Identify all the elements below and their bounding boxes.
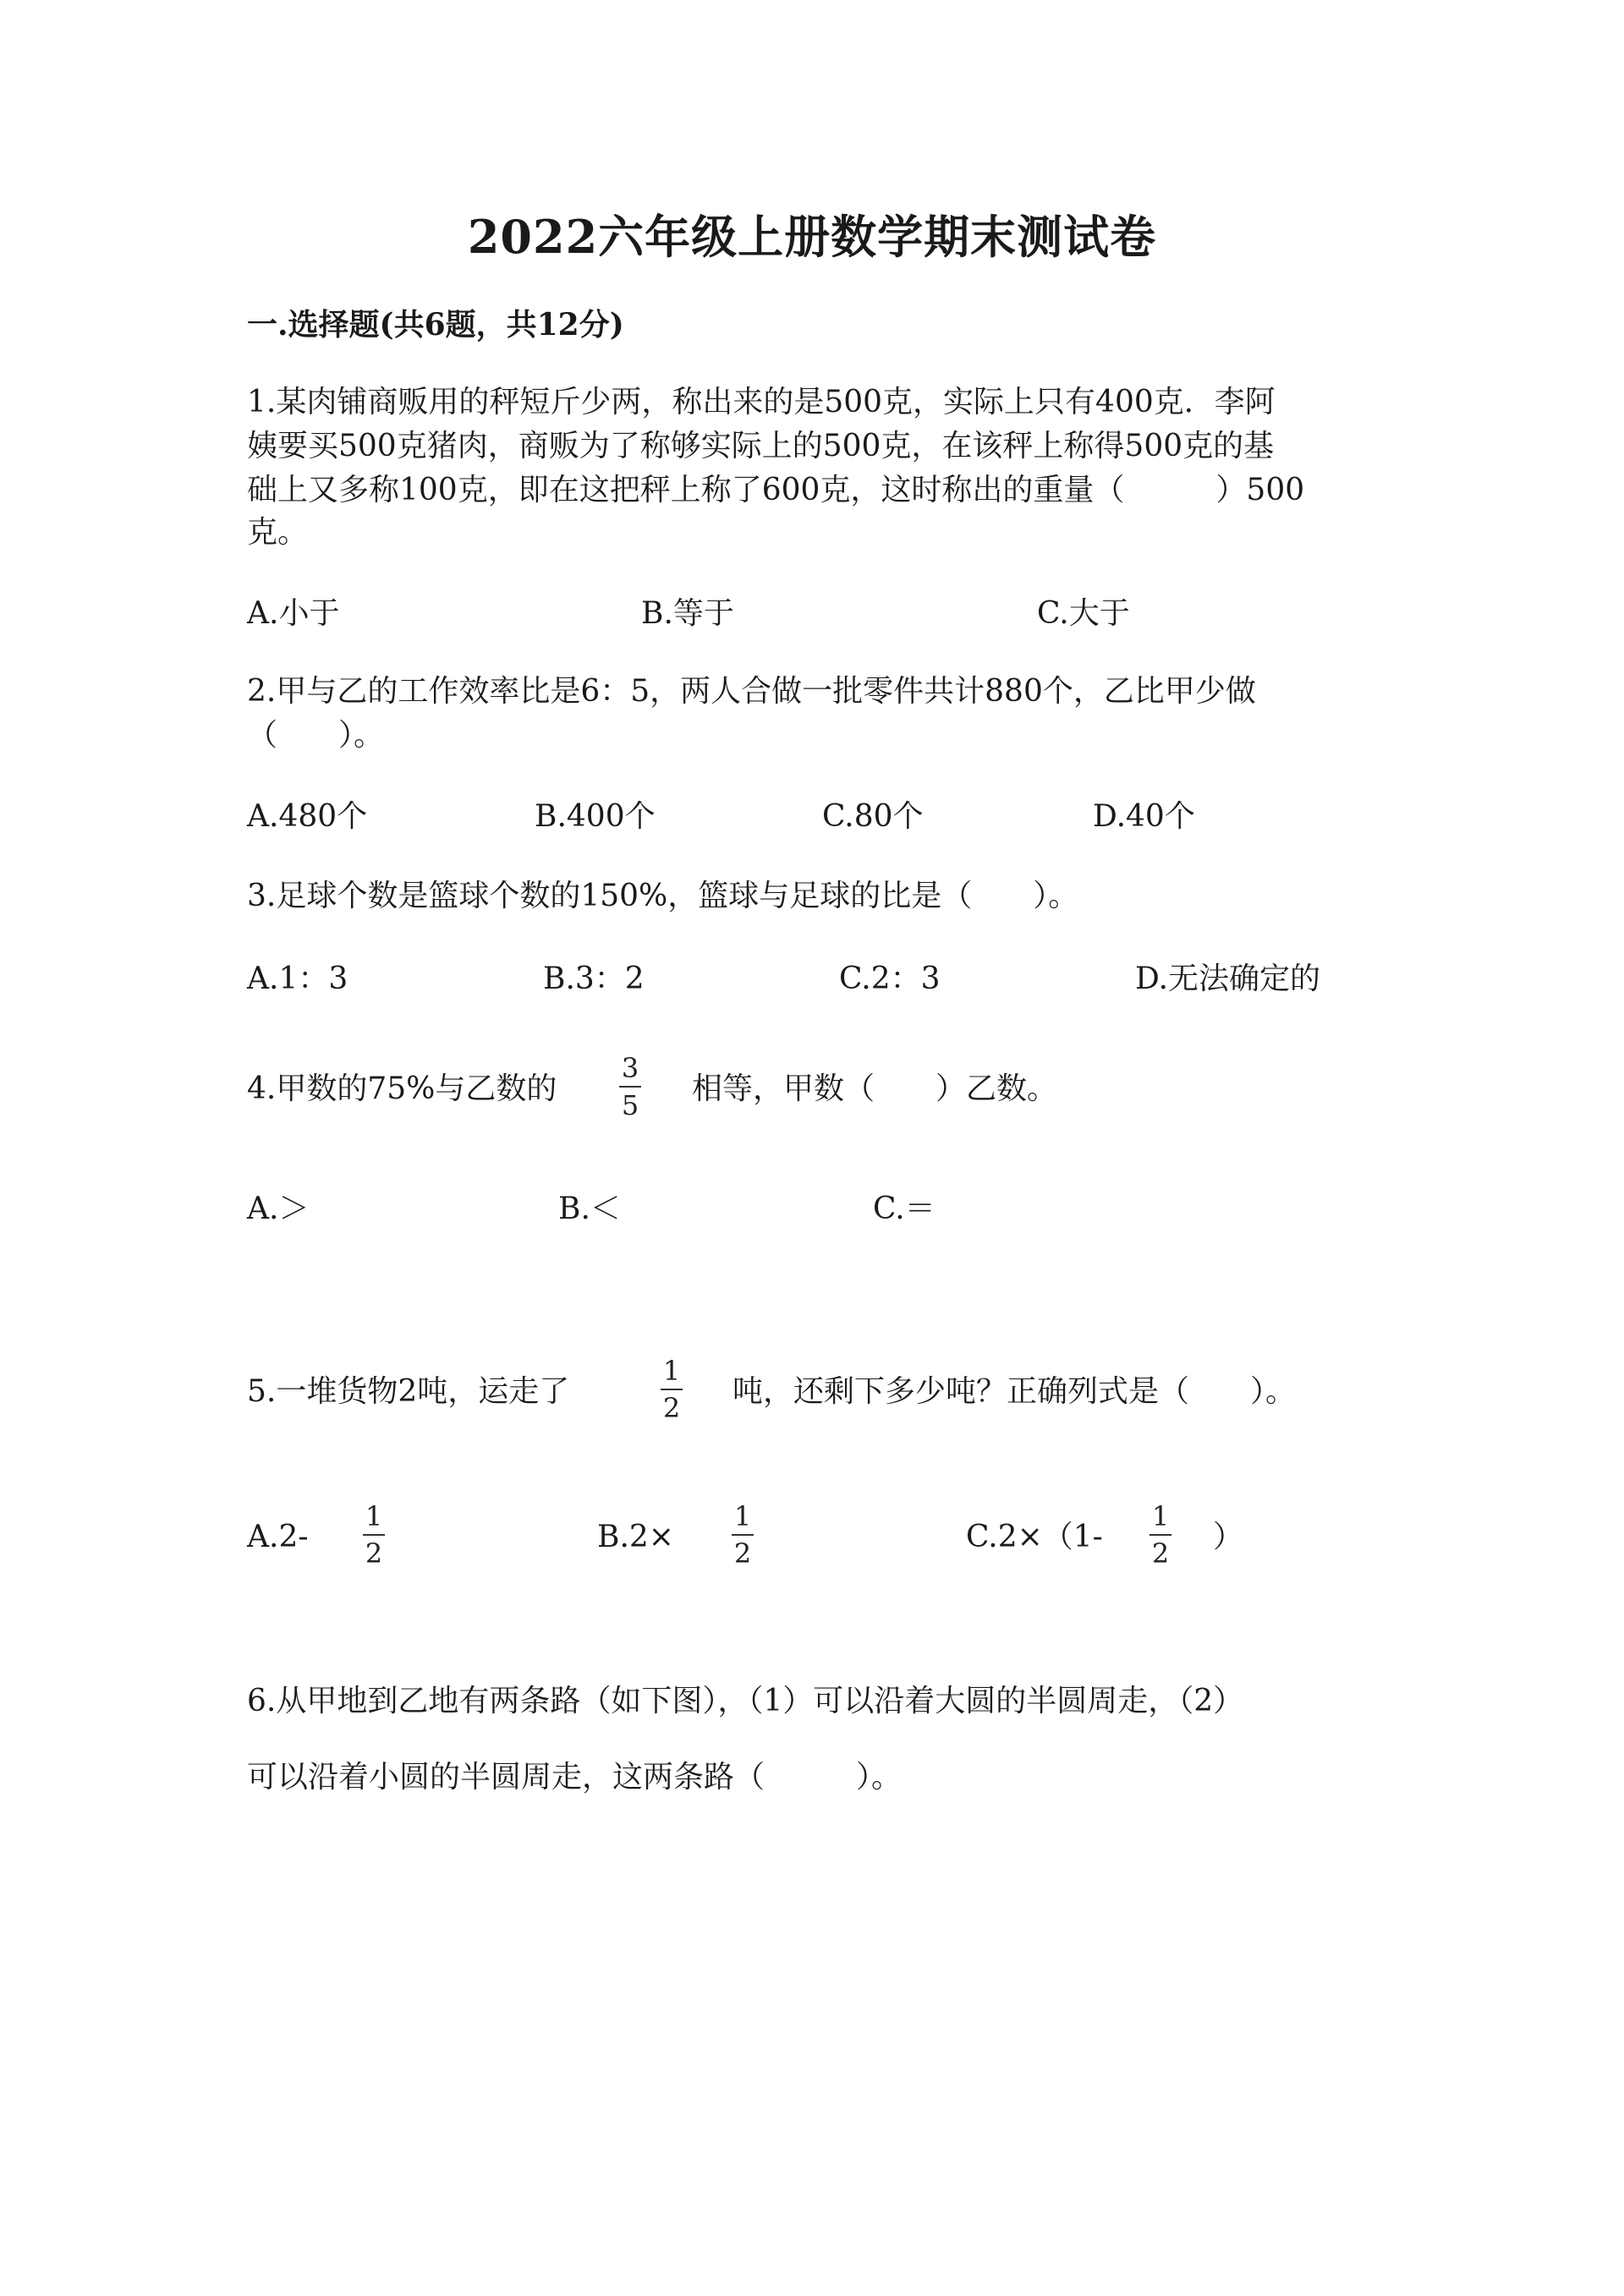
question-4-option-c[interactable]: C.＝	[873, 1192, 935, 1226]
option-b-fraction	[726, 1502, 760, 1568]
question-6-line-1: 6.从甲地到乙地有两条路（如下图），（1）可以沿着大圆的半圆周走，（2）	[247, 1684, 1244, 1718]
question-2-option-b[interactable]: B.400个	[535, 799, 656, 834]
option-b-prefix: B.2×	[597, 1520, 674, 1554]
question-2-option-c[interactable]: C.80个	[822, 799, 924, 834]
page-title: 2022六年级上册数学期末测试卷	[467, 210, 1157, 264]
question-1-line-3: 础上又多称100克，即在这把秤上称了600克，这时称出的重量（ ）500	[247, 473, 1305, 507]
fraction-denominator: 2	[1151, 1537, 1170, 1570]
question-2-line-1: 2.甲与乙的工作效率比是6：5，两人合做一批零件共计880个，乙比甲少做	[247, 674, 1256, 709]
question-1-line-4: 克。	[247, 515, 309, 550]
question-2-option-d[interactable]: D.40个	[1093, 799, 1195, 834]
fraction-numerator: 1	[662, 1355, 681, 1387]
fraction-denominator: 2	[733, 1537, 752, 1570]
question-1-option-b[interactable]: B.等于	[641, 596, 734, 631]
fraction-bar	[619, 1086, 641, 1088]
fraction-denominator: 5	[621, 1089, 639, 1121]
option-a-prefix: A.2-	[247, 1520, 309, 1554]
fraction-numerator: 1	[365, 1500, 383, 1532]
option-c-prefix: C.2×（1-	[966, 1520, 1103, 1554]
question-1-line-2: 姨要买500克猪肉，商贩为了称够实际上的500克，在该秤上称得500克的基	[247, 429, 1275, 463]
option-c-fraction	[1144, 1502, 1177, 1568]
option-c-suffix: ）	[1213, 1520, 1244, 1554]
question-4-text-after: 相等，甲数（ ）乙数。	[692, 1071, 1058, 1106]
question-3-option-d[interactable]: D.无法确定的	[1135, 962, 1321, 996]
question-3-option-c[interactable]: C.2：3	[839, 962, 941, 996]
option-a-fraction	[357, 1502, 391, 1568]
fraction-bar	[1149, 1534, 1171, 1536]
fraction-bar	[363, 1534, 385, 1536]
fraction-bar	[661, 1389, 683, 1390]
question-2-line-2: （ ）。	[247, 718, 385, 753]
fraction-denominator: 2	[662, 1392, 681, 1424]
question-4-option-a[interactable]: A.＞	[247, 1192, 310, 1226]
question-4-option-b[interactable]: B.＜	[558, 1192, 621, 1226]
question-5-text-before: 5.一堆货物2吨，运走了	[247, 1374, 570, 1409]
question-1-option-c[interactable]: C.大于	[1037, 596, 1130, 631]
question-6-line-2: 可以沿着小圆的半圆周走，这两条路（ ）。	[247, 1760, 903, 1795]
question-2-option-a[interactable]: A.480个	[247, 799, 368, 834]
question-1-line-1: 1.某肉铺商贩用的秤短斤少两，称出来的是500克，实际上只有400克．李阿	[247, 385, 1276, 419]
question-1-option-a[interactable]: A.小于	[247, 596, 340, 631]
question-4-fraction	[613, 1054, 647, 1120]
fraction-denominator: 2	[365, 1537, 383, 1570]
fraction-bar	[732, 1534, 754, 1536]
section-heading: 一.选择题(共6题，共12分)	[247, 307, 624, 342]
fraction-numerator: 1	[1151, 1500, 1170, 1532]
question-3-option-a[interactable]: A.1：3	[247, 962, 348, 996]
question-3-option-b[interactable]: B.3：2	[543, 962, 645, 996]
question-3-text: 3.足球个数是篮球个数的150%，篮球与足球的比是（ ）。	[247, 879, 1079, 913]
question-4-text-before: 4.甲数的75%与乙数的	[247, 1071, 557, 1106]
question-5-fraction	[655, 1356, 689, 1422]
fraction-numerator: 3	[621, 1052, 639, 1084]
fraction-numerator: 1	[733, 1500, 752, 1532]
question-5-text-after: 吨，还剩下多少吨？正确列式是（ ）。	[732, 1374, 1297, 1409]
